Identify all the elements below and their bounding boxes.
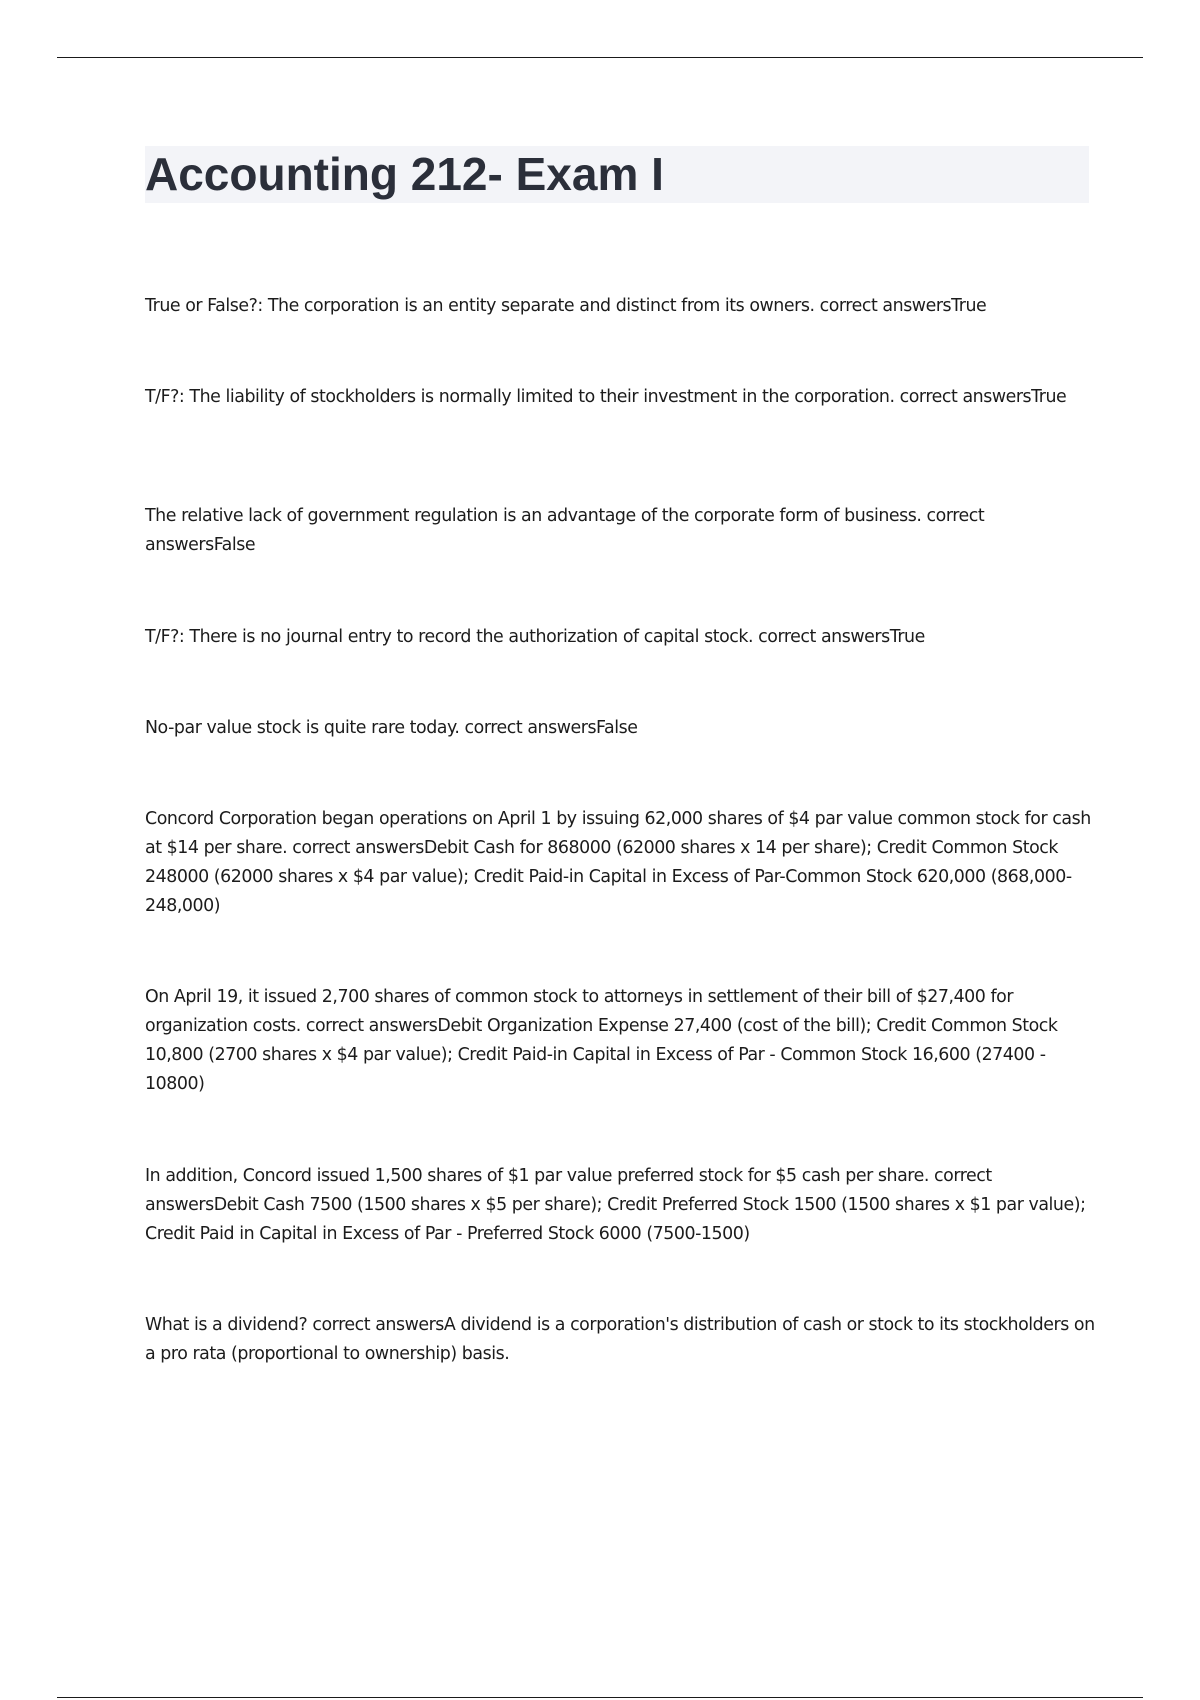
page-title: Accounting 212- Exam I bbox=[145, 148, 664, 200]
qa-entry-6: Concord Corporation began operations on April 1 by issuing 62,000 shares of $4 par value common stock for cash at $14 per share. correct answersDebit Cash for 868000 (62000 shares x 14 per share); Credit Common Stock 248000 (62000 shares x $4 par value); Credit Paid-in Capital in Excess of Par-Common Stock 620,000 (868,000-248,000) bbox=[145, 809, 1091, 916]
qa-entry-8: In addition, Concord issued 1,500 shares of $1 par value preferred stock for $5 cash per share. correct answersDebit Cash 7500 (1500 shares x $5 per share); Credit Preferred Stock 1500 (1500 shares x $1 par value); Credit Paid in Capital in Excess of Par - Preferred Stock 6000 (7500-1500) bbox=[145, 1166, 1086, 1244]
qa-entry-9: What is a dividend? correct answersA dividend is a corporation's distribution of cash or stock to its stockholders on a pro rata (proportional to ownership) basis. bbox=[145, 1315, 1095, 1364]
header-rule bbox=[57, 57, 1143, 58]
title-banner bbox=[145, 146, 1089, 203]
qa-entry-1: True or False?: The corporation is an entity separate and distinct from its owners. correct answersTrue bbox=[145, 296, 987, 316]
qa-entry-7: On April 19, it issued 2,700 shares of common stock to attorneys in settlement of their bill of $27,400 for organization costs. correct answersDebit Organization Expense 27,400 (cost of the bill); Credit Common Stock 10,800 (2700 shares x $4 par value); Credit Paid-in Capital in Excess of Par - Common Stock 16,600 (27400 - 10800) bbox=[145, 987, 1058, 1094]
qa-entry-2: T/F?: The liability of stockholders is normally limited to their investment in the corporation. correct answersTrue bbox=[145, 387, 1067, 407]
footer-rule bbox=[57, 1697, 1143, 1698]
qa-entry-4: T/F?: There is no journal entry to record the authorization of capital stock. correct answersTrue bbox=[145, 627, 925, 647]
qa-entry-3: The relative lack of government regulation is an advantage of the corporate form of business. correct answersFalse bbox=[145, 506, 985, 555]
qa-entry-5: No-par value stock is quite rare today. correct answersFalse bbox=[145, 718, 638, 738]
